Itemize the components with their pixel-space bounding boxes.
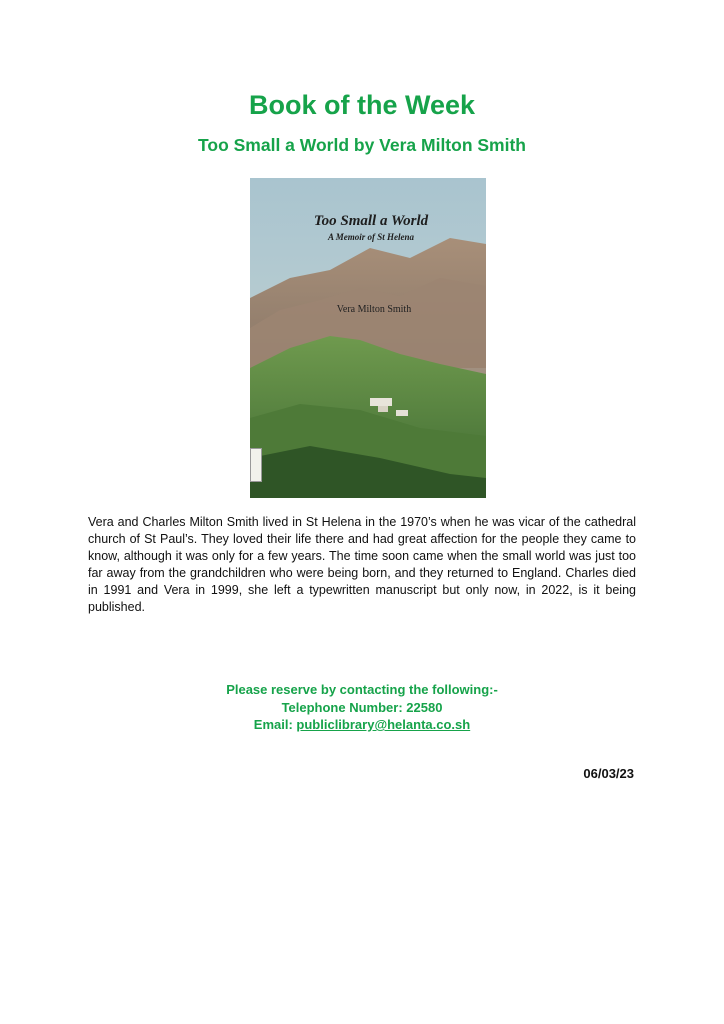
library-sticker [250, 448, 262, 482]
cover-title-label [298, 212, 444, 248]
contact-block [0, 681, 724, 734]
document-date: 06/03/23 [583, 766, 634, 781]
email-label: Email: [253, 717, 297, 732]
reserve-instruction: Please reserve by contacting the following:- [226, 682, 498, 697]
cover-author: Vera Milton Smith [336, 304, 412, 315]
book-cover-image [250, 178, 486, 498]
page-title: Book of the Week [248, 90, 476, 120]
email-line [0, 716, 724, 734]
email-link[interactable]: publiclibrary@helanta.co.sh [296, 717, 471, 732]
book-description: Vera and Charles Milton Smith lived in St Helena in the 1970’s when he was vicar of the cathedral church of St Paul’s. They loved their life there and had great affection for the people they came to know, although it was only for a few years. The time soon came when the small world was just too far away from the grandchildren who were being born, and they returned to England. Charles died in 1991 and Vera in 1999, she left a typewritten manuscript but only now, in 2022, is it being published. [88, 515, 636, 614]
cover-subtitle: A Memoir of St Helena [327, 232, 414, 242]
cover-title: Too Small a World [313, 213, 429, 229]
page-subtitle: Too Small a World by Vera Milton Smith [197, 135, 526, 155]
telephone-number: Telephone Number: 22580 [281, 699, 443, 715]
